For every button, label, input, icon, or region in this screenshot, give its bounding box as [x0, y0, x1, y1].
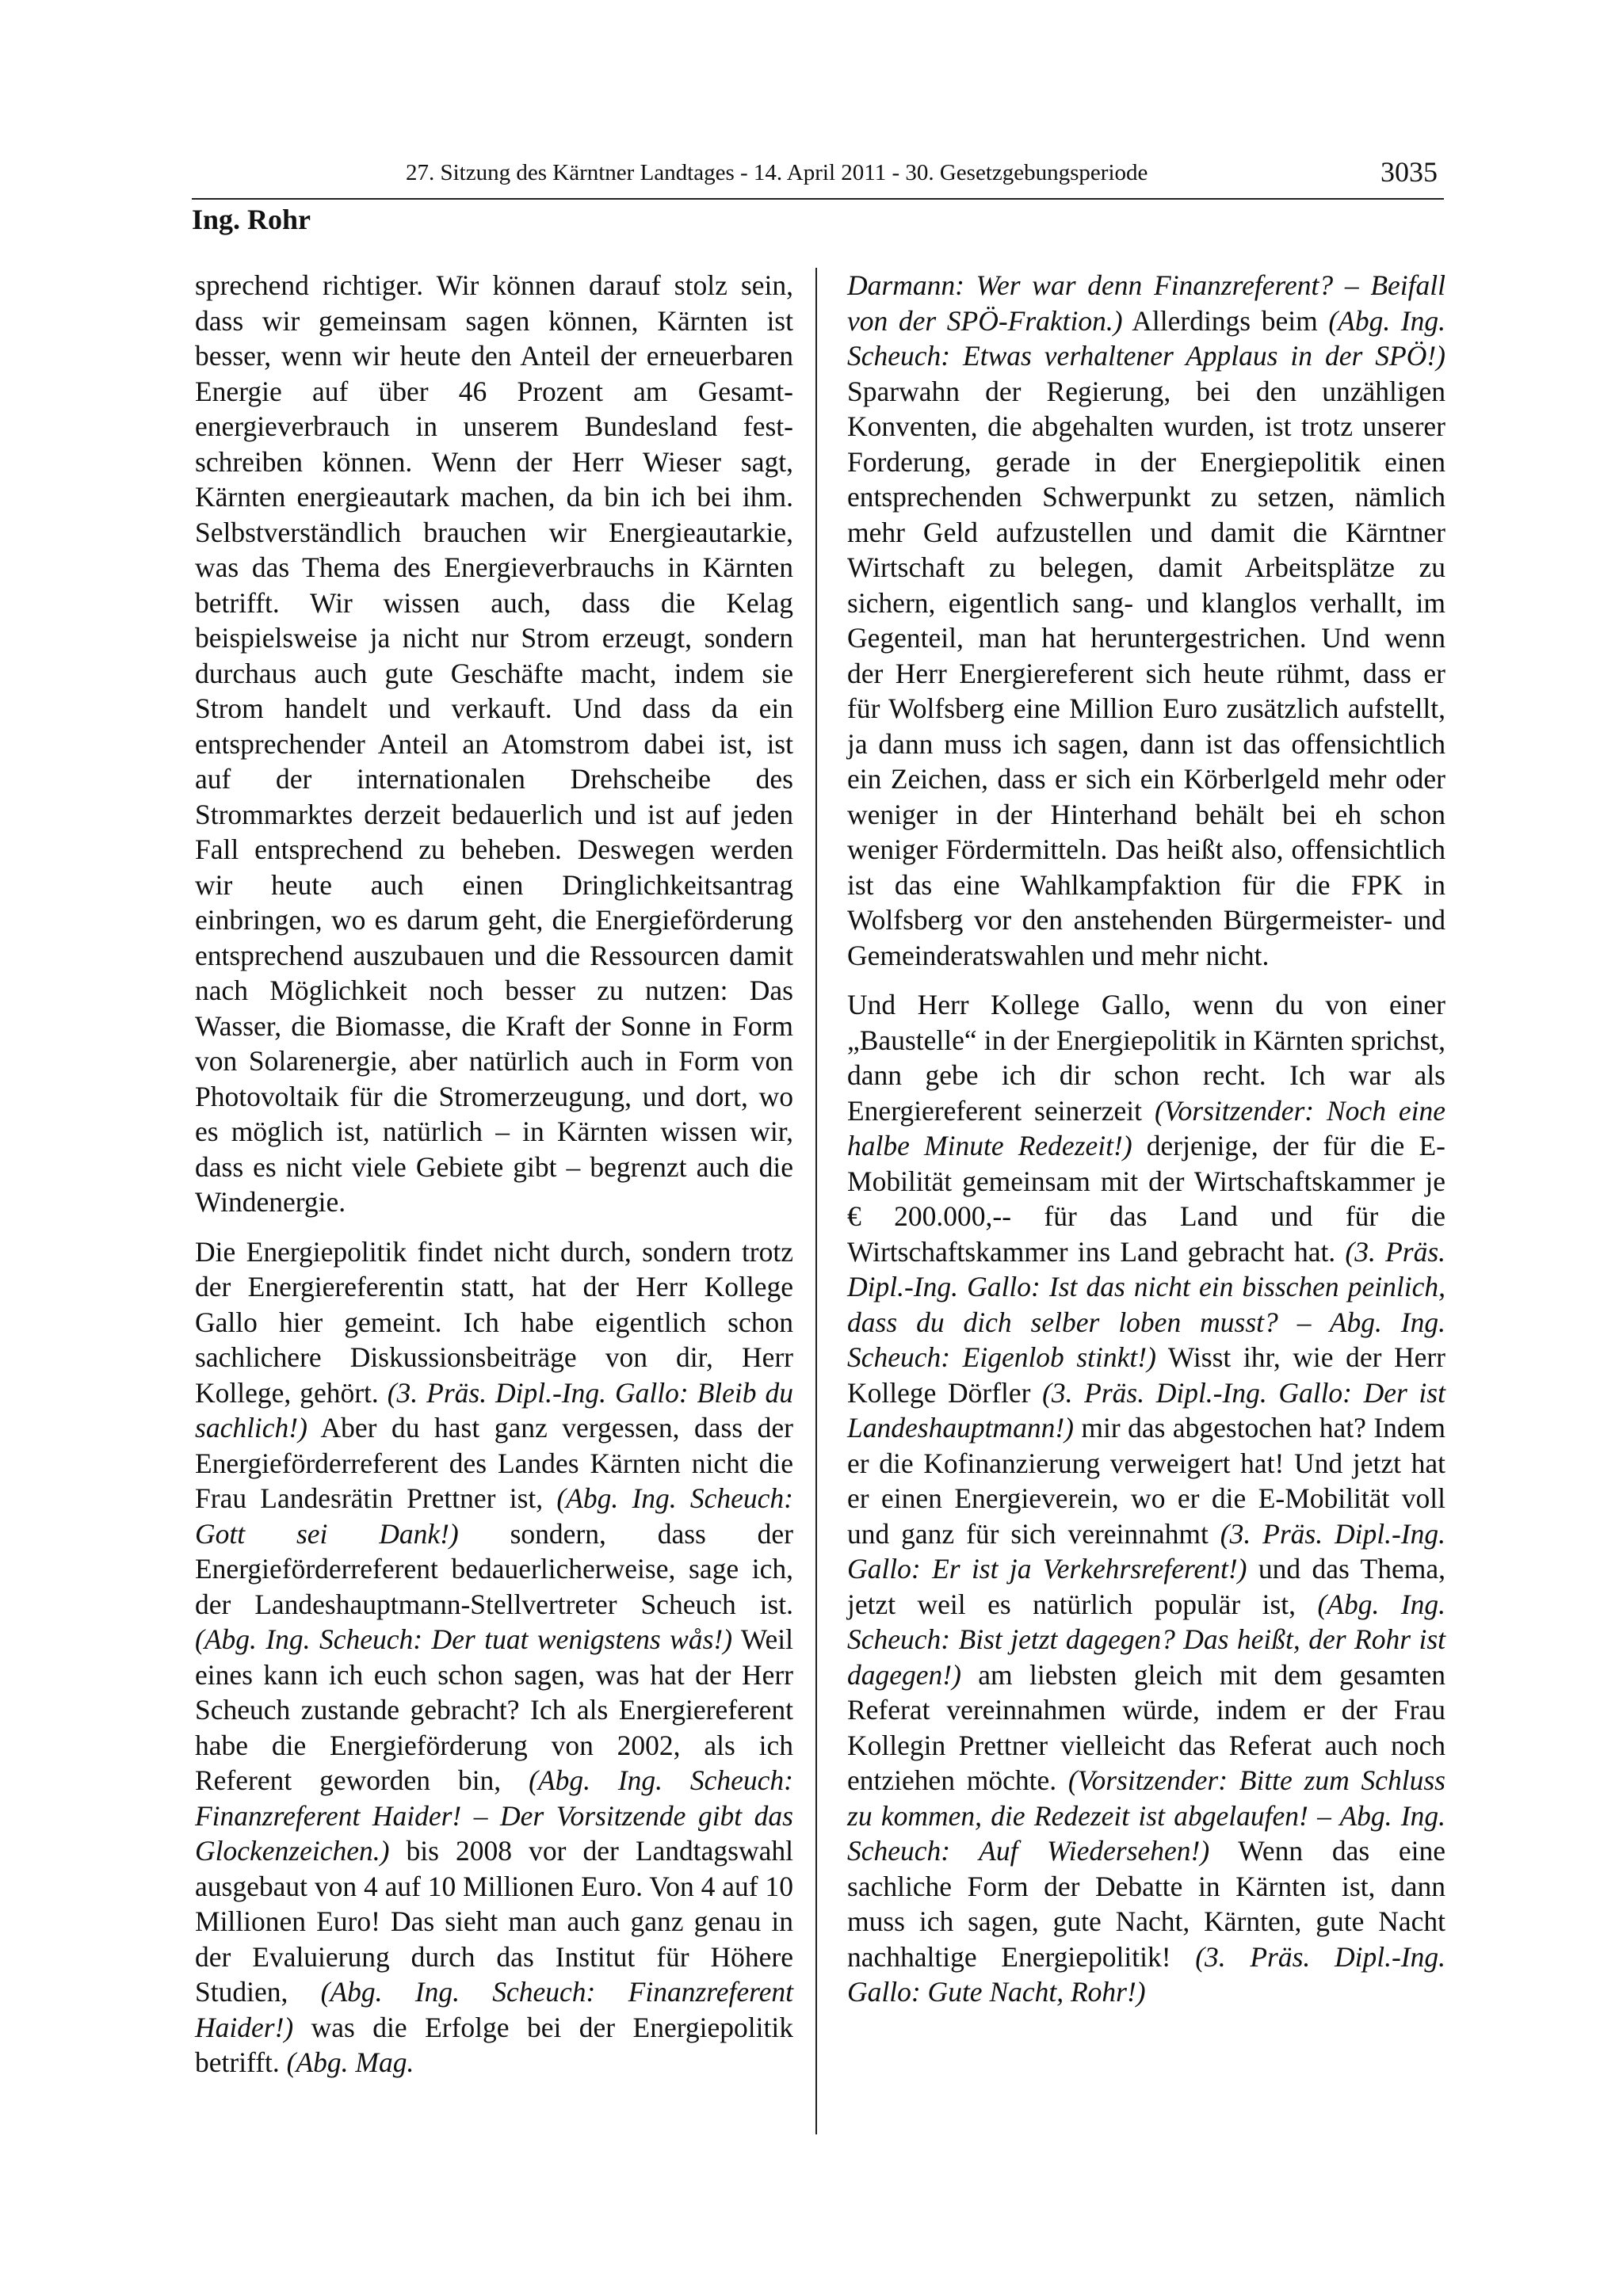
paragraph: [195, 268, 793, 1220]
interjection: (Vorsitzender: Bitte zum Schluss zu kommen, die Redezeit ist abgelaufen! – Abg. Ing. Scheuch: Auf Wiedersehen!): [847, 1764, 1445, 1867]
paragraph: [847, 268, 1445, 973]
right-column: [847, 268, 1445, 2024]
session-title: 27. Sitzung des Kärntner Landtages - 14. April 2011 - 30. Gesetzgebungsperiode: [406, 160, 1148, 185]
speech-text: Und Herr Kollege Gallo, wenn du von einer „Baustelle“ in der Energiepolitik in Kärnten sprichst, dann gebe ich dir schon recht. Ich war als Energiereferent seinerzeit: [847, 989, 1445, 1127]
interjection: (3. Präs. Dipl.-Ing. Gallo: Gute Nacht, Rohr!): [847, 1940, 1445, 2008]
interjection: (3. Präs. Dipl.-Ing. Gallo: Der ist Landeshauptmann!): [847, 1376, 1445, 1444]
page-header: [192, 155, 1444, 200]
interjection: (3. Präs. Dipl.-Ing. Gallo: Ist das nicht ein bisschen peinlich, dass du dich selber loben musst? – Abg. Ing. Scheuch: Eigenlob stinkt!): [847, 1235, 1446, 1373]
interjection: (3. Präs. Dipl.-Ing. Gallo: Er ist ja Verkehrsreferent!): [847, 1517, 1445, 1585]
interjection: (Abg. Ing. Scheuch: Finanzreferent Haider! – Der Vorsitzende gibt das Glockenzeichen.): [195, 1764, 793, 1867]
paragraph: [847, 987, 1445, 2010]
speech-text: Sparwahn der Regierung, bei den unzähligen Konventen, die abgehalten wurden, ist trotz unserer Forderung, gerade in der Energiepolitik einen entsprechenden Schwerpunkt zu setzen, nämlich mehr Geld aufzustellen und damit die Kärntner Wirtschaft zu belegen, damit Arbeitsplätze zu sichern, eigentlich sang- und klanglos verhallt, im Gegenteil, man hat heruntergestrichen. Und wenn der Herr Energiereferent sich heute rühmt, dass er für Wolfsberg eine Million Euro zusätzlich aufstellt, ja dann muss ich sagen, dann ist das offensichtlich ein Zeichen, dass er sich ein Körberlgeld mehr oder weniger in der Hinterhand behält bei eh schon weniger Fördermitteln. Das heißt also, offensichtlich ist das eine Wahlkampfaktion für die FPK in Wolfsberg vor den anstehenden Bürgermeister- und Gemeinderatswahlen und mehr nicht.: [847, 375, 1445, 971]
interjection: (Abg. Mag.: [286, 2046, 414, 2078]
interjection: (Abg. Ing. Scheuch: Finanzreferent Haider!): [195, 1976, 793, 2043]
interjection: Darmann: Wer war denn Finanzreferent? – Beifall von der SPÖ-Fraktion.): [847, 269, 1445, 337]
interjection: (Abg. Ing. Scheuch: Bist jetzt dagegen? Das heißt, der Rohr ist dagegen!): [847, 1588, 1445, 1691]
speech-text: und das Thema, jetzt weil es natürlich populär ist,: [847, 1553, 1445, 1620]
speech-text: sondern, dass der Energieförderreferent bedauerlicherweise, sage ich, der Landeshauptmann-Stellvertreter Scheuch ist.: [195, 1517, 794, 1620]
page-number: 3035: [1381, 156, 1438, 188]
left-column: [195, 268, 793, 2095]
speech-text: sprechend richtiger. Wir können darauf stolz sein, dass wir gemeinsam sagen können, Kärnten ist besser, wenn wir heute den Anteil der erneuerbaren Energie auf über 46 Prozent am Gesamtenergieverbrauch in unserem Bundesland festschreiben können. Wenn der Herr Wieser sagt, Kärnten energieautark machen, da bin ich bei ihm. Selbstverständlich brauchen wir Energieautarkie, was das Thema des Energieverbrauchs in Kärnten betrifft. Wir wissen auch, dass die Kelag beispielsweise ja nicht nur Strom erzeugt, sondern durchaus auch gute Geschäfte macht, indem sie Strom handelt und verkauft. Und dass da ein entsprechender Anteil an Atomstrom dabei ist, ist auf der internationalen Drehscheibe des Strommarktes derzeit bedauerlich und ist auf jeden Fall entsprechend zu beheben. Deswegen werden wir heute auch einen Dringlichkeitsantrag einbringen, wo es darum geht, die Energieförderung entsprechend auszubauen und die Ressourcen damit nach Möglichkeit noch besser zu nutzen: Das Wasser, die Biomasse, die Kraft der Sonne in Form von Solarenergie, aber natürlich auch in Form von Photovoltaik für die Stromerzeugung, und dort, wo es möglich ist, natürlich – in Kärnten wissen wir, dass es nicht viele Gebiete gibt – begrenzt auch die Windenergie.: [195, 269, 793, 1218]
speech-text: bis 2008 vor der Landtagswahl ausgebaut von 4 auf 10 Millionen Euro. Von 4 auf 10 Millionen Euro! Das sieht man auch ganz genau in der Evaluierung durch das Institut für Höhere Studien,: [195, 1835, 793, 2008]
speech-text: Aber du hast ganz vergessen, dass der Energieförderreferent des Landes Kärnten nicht die Frau Landesrätin Prettner ist,: [195, 1412, 793, 1514]
speech-text: am liebsten gleich mit dem gesamten Referat vereinnahmen würde, indem er der Frau Kollegin Prettner vielleicht das Referat auch noch entziehen möchte.: [847, 1658, 1445, 1796]
speech-text: was die Erfolge bei der Energiepolitik betrifft.: [195, 2011, 793, 2078]
interjection: (Vorsitzender: Noch eine halbe Minute Redezeit!): [847, 1094, 1445, 1161]
interjection: (3. Präs. Dipl.-Ing. Gallo: Bleib du sachlich!): [195, 1376, 793, 1444]
speech-text: Allerdings beim: [1122, 304, 1329, 337]
interjection: (Abg. Ing. Scheuch: Der tuat wenigstens wås!): [195, 1623, 733, 1655]
speech-text: Wisst ihr, wie der Herr Kollege Dörfler: [847, 1341, 1445, 1409]
header-rule: [192, 198, 1444, 200]
speech-text: derjenige, der für die E-Mobilität gemeinsam mit der Wirtschaftskammer je € 200.000,-- für das Land und für die Wirtschaftskammer ins Land gebracht hat.: [847, 1130, 1445, 1268]
speech-text: Wenn das eine sachliche Form der Debatte in Kärnten ist, dann muss ich sagen, gute Nacht, Kärnten, gute Nacht nachhaltige Energiepolitik!: [847, 1835, 1445, 1973]
speaker-name: Ing. Rohr: [192, 204, 311, 235]
speech-text: mir das abgestochen hat? Indem er die Kofinanzierung verweigert hat! Und jetzt hat er einen Energieverein, wo er die E-Mobilität voll und ganz für sich vereinnahmt: [847, 1412, 1445, 1550]
interjection: (Abg. Ing. Scheuch: Gott sei Dank!): [195, 1482, 793, 1550]
column-divider: [815, 268, 817, 2134]
interjection: (Abg. Ing. Scheuch: Etwas verhaltener Applaus in der SPÖ!): [847, 304, 1445, 372]
paragraph: [195, 1234, 793, 2081]
speech-text: Weil eines kann ich euch schon sagen, was hat der Herr Scheuch zustande gebracht? Ich als Energiereferent habe die Energieförderung von 2002, als ich Referent geworden bin,: [195, 1623, 793, 1796]
speech-text: Die Energiepolitik findet nicht durch, sondern trotz der Energiereferentin statt, hat der Herr Kollege Gallo hier gemeint. Ich habe eigentlich schon sachlichere Diskussionsbeiträge von dir, Herr Kollege, gehört.: [195, 1235, 793, 1409]
